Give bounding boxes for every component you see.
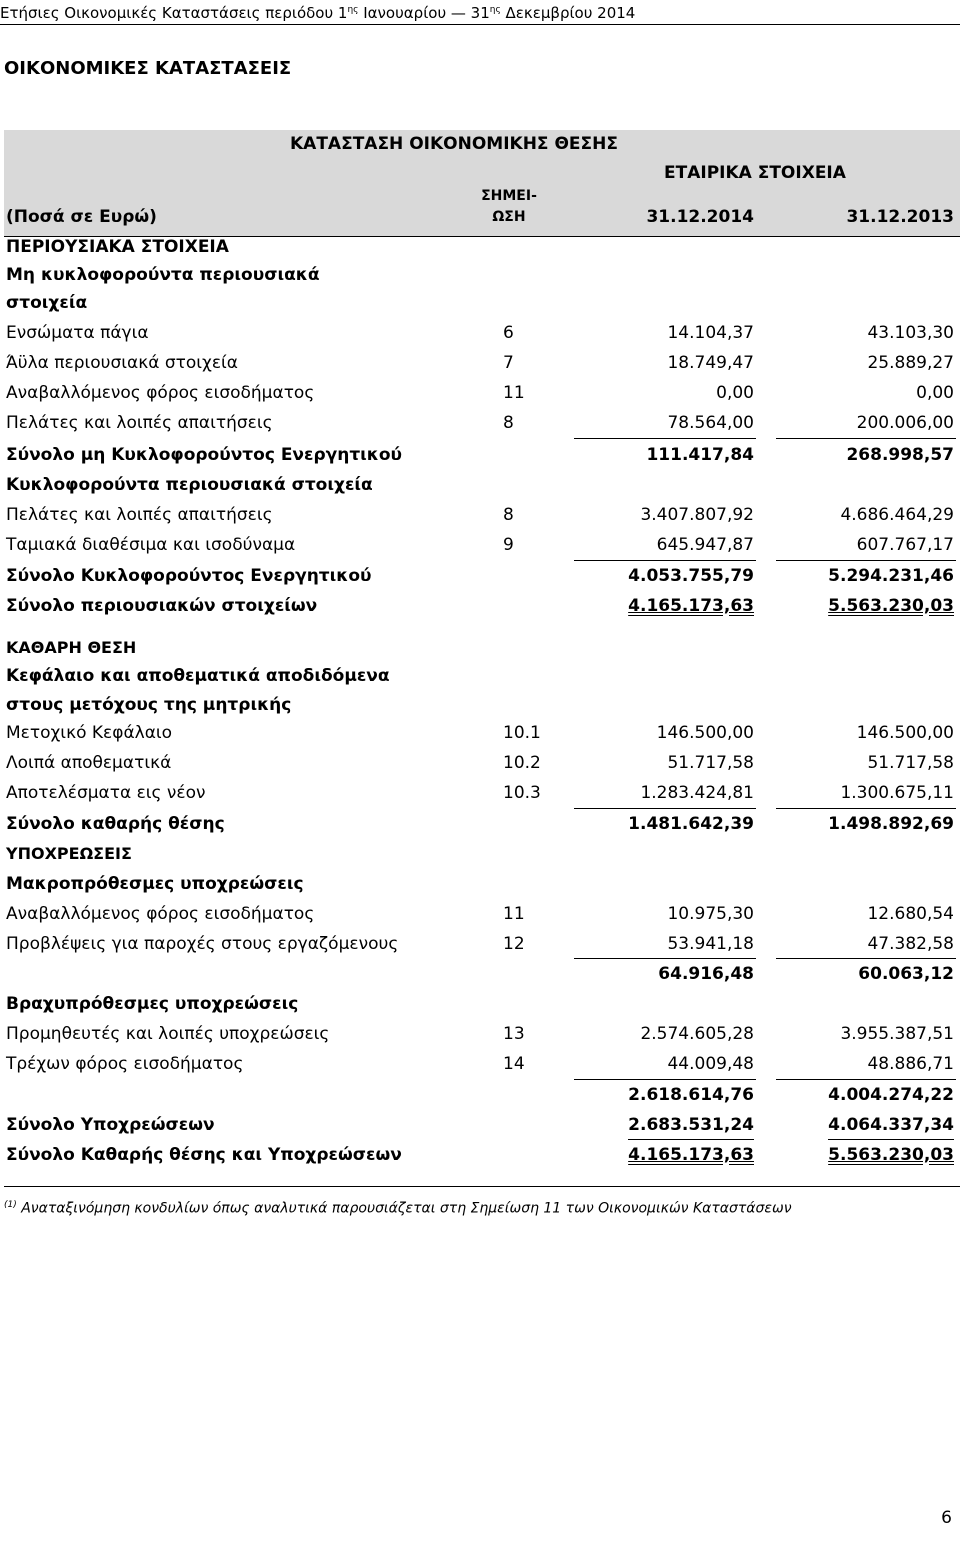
footnote <box>4 1200 792 1217</box>
table-row <box>0 960 960 988</box>
table-row <box>0 930 960 958</box>
row-note: 13 <box>503 1024 525 1044</box>
table-row <box>0 900 960 928</box>
value-2013: 4.064.337,34 <box>828 1111 954 1140</box>
table-row <box>0 1020 960 1048</box>
value-2013: 60.063,12 <box>858 964 954 984</box>
table-row <box>0 471 960 499</box>
table-row <box>0 233 960 261</box>
running-header-sup: ης <box>347 5 359 15</box>
footnote-divider <box>4 1186 960 1187</box>
value-2013: 4.004.274,22 <box>828 1085 954 1105</box>
row-note: 10.2 <box>503 753 541 773</box>
row-label: Αναβαλλόμενος φόρος εισοδήματος <box>6 904 315 924</box>
running-header-sup: ης <box>489 5 501 15</box>
value-2014: 64.916,48 <box>658 964 754 984</box>
value-2014: 146.500,00 <box>656 723 754 743</box>
row-label: Αναβαλλόμενος φόρος εισοδήματος <box>6 383 315 403</box>
row-label: Σύνολο Κυκλοφορούντος Ενεργητικού <box>6 566 372 586</box>
table-row <box>0 691 960 719</box>
subtotal-rule <box>574 1079 756 1080</box>
row-label: Κυκλοφορούντα περιουσιακά στοιχεία <box>6 475 373 495</box>
table-row <box>0 261 960 289</box>
value-2014: 44.009,48 <box>667 1054 754 1074</box>
currency-label: (Ποσά σε Ευρώ) <box>6 207 157 227</box>
table-row <box>0 319 960 347</box>
page-number: 6 <box>941 1508 952 1528</box>
value-2014: 4.053.755,79 <box>628 566 754 586</box>
row-note: 6 <box>503 323 514 343</box>
row-label: Σύνολο καθαρής θέσης <box>6 814 225 834</box>
table-row <box>0 749 960 777</box>
subtotal-rule <box>776 560 956 561</box>
row-note: 11 <box>503 383 525 403</box>
row-label: ΠΕΡΙΟΥΣΙΑΚΑ ΣΤΟΙΧΕΙΑ <box>6 237 229 257</box>
value-2014: 4.165.173,63 <box>628 1145 754 1165</box>
row-note: 8 <box>503 505 514 525</box>
value-2013: 48.886,71 <box>867 1054 954 1074</box>
value-2014: 3.407.807,92 <box>640 505 754 525</box>
group-label: ΕΤΑΙΡΙΚΑ ΣΤΟΙΧΕΙΑ <box>664 163 846 183</box>
running-header-text: Δεκεμβρίου 2014 <box>500 4 636 22</box>
row-label: ΚΑΘΑΡΗ ΘΕΣΗ <box>6 638 137 657</box>
row-label: Σύνολο Υποχρεώσεων <box>6 1115 215 1135</box>
value-2013: 4.686.464,29 <box>840 505 954 525</box>
subtotal-rule <box>776 958 956 959</box>
subtotal-rule <box>574 808 756 809</box>
row-note: 9 <box>503 535 514 555</box>
row-label: στοιχεία <box>6 293 88 313</box>
table-row <box>0 779 960 807</box>
value-2014: 0,00 <box>716 383 754 403</box>
document-title: ΟΙΚΟΝΟΜΙΚΕΣ ΚΑΤΑΣΤΑΣΕΙΣ <box>4 58 292 79</box>
value-2014: 1.283.424,81 <box>640 783 754 803</box>
row-note: 12 <box>503 934 525 954</box>
value-2014: 10.975,30 <box>667 904 754 924</box>
subtotal-rule <box>776 808 956 809</box>
running-header-text: Ετήσιες Οικονομικές Καταστάσεις περιόδου 1 <box>0 4 348 22</box>
table-row <box>0 719 960 747</box>
table-row <box>0 501 960 529</box>
value-2013: 43.103,30 <box>867 323 954 343</box>
row-label: Τρέχων φόρος εισοδήματος <box>6 1054 244 1074</box>
table-row <box>0 1141 960 1169</box>
row-label: Αποτελέσματα εις νέον <box>6 783 206 803</box>
running-header-text: Ιανουαρίου — 31 <box>358 4 490 22</box>
value-2013: 607.767,17 <box>856 535 954 555</box>
row-label: Βραχυπρόθεσμες υποχρεώσεις <box>6 994 299 1014</box>
note-header-line: ΩΣΗ <box>492 209 526 225</box>
note-header-line: ΣΗΜΕΙ- <box>481 188 537 204</box>
value-2013: 3.955.387,51 <box>840 1024 954 1044</box>
row-note: 10.3 <box>503 783 541 803</box>
subtotal-rule <box>574 958 756 959</box>
table-row <box>0 990 960 1018</box>
subtotal-rule <box>776 1079 956 1080</box>
footnote-marker: (1) <box>4 1200 17 1210</box>
table-row <box>0 349 960 377</box>
subtotal-rule <box>574 560 756 561</box>
row-label: Ταμιακά διαθέσιμα και ισοδύναμα <box>6 535 296 555</box>
value-2014: 2.618.614,76 <box>628 1085 754 1105</box>
table-row <box>0 840 960 868</box>
value-2014: 53.941,18 <box>667 934 754 954</box>
value-2014: 4.165.173,63 <box>628 596 754 616</box>
value-2014: 1.481.642,39 <box>628 814 754 834</box>
row-label: Σύνολο περιουσιακών στοιχείων <box>6 596 318 616</box>
table-row <box>0 1050 960 1078</box>
value-2014: 111.417,84 <box>646 445 754 465</box>
row-label: Μη κυκλοφορούντα περιουσιακά <box>6 265 320 285</box>
row-label: Κεφάλαιο και αποθεματικά αποδιδόμενα <box>6 666 390 686</box>
value-2013: 0,00 <box>916 383 954 403</box>
value-2014: 78.564,00 <box>667 413 754 433</box>
row-label: Προβλέψεις για παροχές στους εργαζόμενους <box>6 934 399 954</box>
value-2014: 14.104,37 <box>667 323 754 343</box>
table-row <box>0 289 960 317</box>
row-note: 8 <box>503 413 514 433</box>
row-label: Λοιπά αποθεματικά <box>6 753 172 773</box>
table-row <box>0 379 960 407</box>
table-row <box>0 870 960 898</box>
row-label: ΥΠΟΧΡΕΩΣΕΙΣ <box>6 844 132 863</box>
column-header-2014: 31.12.2014 <box>646 207 754 227</box>
table-row <box>0 592 960 620</box>
value-2013: 1.300.675,11 <box>840 783 954 803</box>
value-2014: 645.947,87 <box>656 535 754 555</box>
value-2013: 5.563.230,03 <box>828 1145 954 1165</box>
value-2014: 18.749,47 <box>667 353 754 373</box>
table-row <box>0 562 960 590</box>
row-label: Ενσώματα πάγια <box>6 323 149 343</box>
row-note: 10.1 <box>503 723 541 743</box>
table-row <box>0 1111 960 1139</box>
row-note: 11 <box>503 904 525 924</box>
row-label: Σύνολο Καθαρής θέσης και Υποχρεώσεων <box>6 1145 402 1165</box>
value-2013: 5.563.230,03 <box>828 596 954 616</box>
row-label: Πελάτες και λοιπές απαιτήσεις <box>6 413 273 433</box>
value-2013: 1.498.892,69 <box>828 814 954 834</box>
row-label: στους μετόχους της μητρικής <box>6 695 292 715</box>
table-row <box>0 634 960 662</box>
statement-title: ΚΑΤΑΣΤΑΣΗ ΟΙΚΟΝΟΜΙΚΗΣ ΘΕΣΗΣ <box>290 134 618 154</box>
subtotal-rule <box>574 438 756 439</box>
value-2013: 51.717,58 <box>867 753 954 773</box>
table-row <box>0 810 960 838</box>
value-2013: 146.500,00 <box>856 723 954 743</box>
row-label: Πελάτες και λοιπές απαιτήσεις <box>6 505 273 525</box>
row-note: 7 <box>503 353 514 373</box>
footnote-text: Αναταξινόμηση κονδυλίων όπως αναλυτικά παρουσιάζεται στη Σημείωση 11 των Οικονομικών Καταστάσεων <box>16 1200 792 1217</box>
value-2013: 5.294.231,46 <box>828 566 954 586</box>
value-2014: 2.574.605,28 <box>640 1024 754 1044</box>
table-row <box>0 1081 960 1109</box>
value-2014: 2.683.531,24 <box>628 1111 754 1140</box>
table-row <box>0 409 960 437</box>
table-row <box>0 441 960 469</box>
value-2014: 51.717,58 <box>667 753 754 773</box>
table-row <box>0 531 960 559</box>
value-2013: 12.680,54 <box>867 904 954 924</box>
value-2013: 200.006,00 <box>856 413 954 433</box>
table-row <box>0 662 960 690</box>
row-label: Άϋλα περιουσιακά στοιχεία <box>6 353 238 373</box>
row-label: Προμηθευτές και λοιπές υποχρεώσεις <box>6 1024 330 1044</box>
row-note: 14 <box>503 1054 525 1074</box>
row-label: Μακροπρόθεσμες υποχρεώσεις <box>6 874 304 894</box>
column-header-2013: 31.12.2013 <box>846 207 954 227</box>
value-2013: 268.998,57 <box>846 445 954 465</box>
row-label: Μετοχικό Κεφάλαιο <box>6 723 173 743</box>
row-label: Σύνολο μη Κυκλοφορούντος Ενεργητικού <box>6 445 403 465</box>
subtotal-rule <box>776 438 956 439</box>
value-2013: 47.382,58 <box>867 934 954 954</box>
value-2013: 25.889,27 <box>867 353 954 373</box>
